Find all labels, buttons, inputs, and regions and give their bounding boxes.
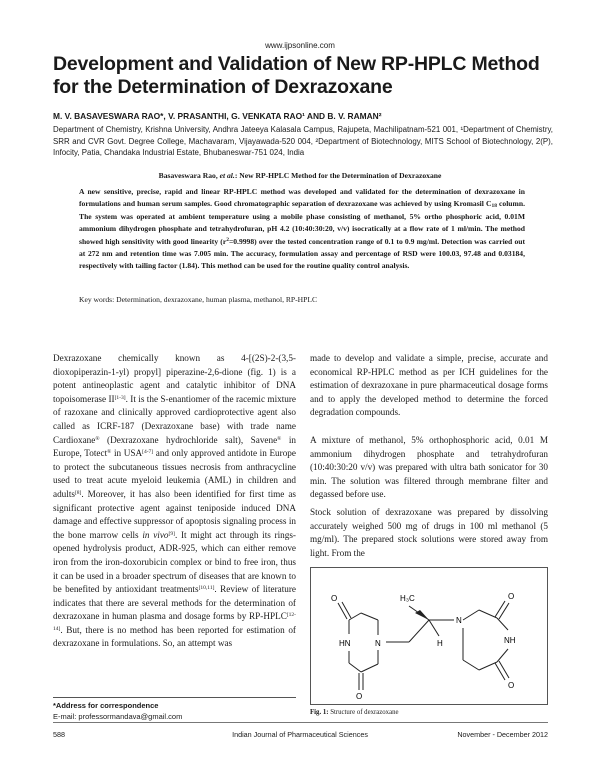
registered-mark: ® (107, 449, 112, 456)
body-text: . It might act through its rings-opened hydrolysis product, ADR-925, which can either remove iron from the iron-doxorubicin complex or bind to free iron, thus it can be used in a broader spectrum of diseases that are known to be benefited by antioxidant treatments (53, 529, 296, 595)
body-text: . But, there is no method has been reported for estimation of dexrazoxane in formulations. So, an attempt was (53, 624, 296, 649)
affiliations: Department of Chemistry, Krishna University, Andhra Jateeya Kalasala Campus, Rajupeta, Machilipatnam-521 001, ¹Department of Chemistry, SRR and CVR Govt. Degree College, Machavaram, Vijayawada-520 004, ²Department of Biotechnology, MITS School of Biotechnology, 2(P), Infocity, Patia, Chandaka Industrial Estate, Bhubaneswar-751 024, India (53, 125, 553, 157)
atom-label-o: O (331, 594, 338, 603)
atom-label-ch3: H₃C (400, 594, 415, 603)
registered-mark: ® (277, 435, 282, 442)
running-head-title: : New RP-HPLC Method for the Determination of Dexrazoxane (234, 171, 442, 180)
body-text: and only approved antidote in Europe to protect the subcutaneous tissues necrosis from anthracycline used to treat acute myeloid leukemia (AML) in children and adults (53, 448, 296, 499)
running-head-authors: Basaveswara Rao, (158, 171, 218, 180)
citation: [10,11] (198, 585, 215, 592)
atom-label-o: O (356, 692, 363, 701)
citation: [9] (168, 530, 175, 537)
abstract-part-3: =0.9998) over the tested concentration range of 0.1 to 0.9 mg/ml. Detection was carried out at 272 nm and retention time was 7.005 min. The accuracy, formulation assay and percentage of RSD were 100.03, 97.48 and 0.03184, respectively with tailing factor (1.84). This method can be used for the routine quality control analysis. (79, 236, 525, 271)
registered-mark: ® (95, 435, 100, 442)
citation: [1-3] (114, 394, 126, 401)
body-text: . Review of literature indicates that there are several methods for the determination of dexrazoxane in human plasma and dosage forms by RP-HPLC (53, 584, 297, 622)
body-text: in Europe, Totect (53, 434, 296, 459)
atom-label-o: O (508, 681, 515, 690)
issue-date: November - December 2012 (457, 730, 548, 739)
figure-1-box (310, 567, 548, 705)
abstract (79, 186, 525, 273)
running-head-etal: et al. (219, 171, 235, 180)
abstract-part-1: A new sensitive, precise, rapid and linear RP-HPLC method was developed and validated for the determination of dexrazoxane in formulations and human serum samples. Good chromatographic separation of dexrazoxane was achieved by using Kromasil C (79, 187, 525, 209)
figure-caption-text: Structure of dexrazoxane (328, 709, 399, 716)
citation: [4-7] (142, 449, 154, 456)
body-text: . Moreover, it has also been identified for first time as significant protective agent against teniposide induced DNA damage and effective suppressor of apoptosis signaling process in the bone marrow cells (53, 488, 296, 540)
body-text: . It is the S-enantiomer of the racemic mixture of razoxane and clinically approved cardioprotective agent also called as ICRF-187 (Dexrazoxane base) with trade name Cardioxane (53, 393, 296, 445)
keywords: Key words: Determination, dexrazoxane, human plasma, methanol, RP-HPLC (79, 295, 318, 304)
correspondence-label: *Address for correspondence (53, 701, 159, 710)
body-right-paragraph-2: A mixture of methanol, 5% orthophosphoric acid, 0.01 M ammonium dihydrogen phosphate and tetrahydrofuran (10:40:30:20 v/v) was prepared with ultra bath sonicator for 30 min. The solution was filtered through membrane filter and degassed before use. (310, 435, 548, 500)
atom-label-n: N (375, 639, 381, 648)
abstract-part-2: column. The system was operated at ambient temperature using a mobile phase consisting of methanol, 5% ortho phosphoric acid, 0.01M ammonium dihydrogen phosphate and tetrahydrofuran, pH 4.2 (10:40:30:20, v/v) isocratically at a flow rate of 1 ml/min. The method showed high sensitivity with good linearity (r (79, 199, 525, 246)
page-number: 588 (53, 730, 65, 739)
citation: [8] (74, 489, 82, 496)
body-right-paragraph-3: Stock solution of dexrazoxane was prepared by dissolving accurately weighed 500 mg of drugs in 100 ml methanol (5 mg/ml). The prepared stock solutions were stored away from light. From the (310, 507, 548, 558)
dexrazoxane-structure (311, 568, 547, 704)
abstract-subscript: 18 (491, 203, 497, 210)
figure-caption-label: Fig. 1: (310, 709, 329, 716)
atom-label-h: H (437, 639, 443, 648)
journal-name: Indian Journal of Pharmaceutical Sciences (232, 730, 368, 739)
atom-label-nh: NH (504, 636, 516, 645)
correspondence-email: E-mail: professormandava@gmail.com (53, 711, 183, 721)
figure-1-caption (310, 709, 399, 716)
author-list: M. V. BASAVESWARA RAO*, V. PRASANTHI, G. VENKATA RAO¹ AND B. V. RAMAN² (53, 111, 382, 121)
correspondence (53, 701, 296, 722)
journal-url: www.ijpsonline.com (265, 41, 335, 50)
italic-term: in vivo (142, 529, 169, 540)
body-text: (Dexrazoxane hydrochloride salt), Savene (99, 434, 278, 445)
footer-divider (53, 722, 548, 723)
running-head (0, 171, 600, 180)
body-text: Dexrazoxane chemically known as 4-[(2S)-2-(3,5-dioxopiperazin-1-yl) propyl] piperazine-2,6-dione (fig. 1) is a potent antineoplastic agent and catalytic inhibitor of DNA topoisomerase II (53, 353, 296, 404)
correspondence-divider (53, 697, 296, 698)
atom-label-hn: HN (339, 639, 351, 648)
atom-label-n: N (456, 616, 462, 625)
citation: [12-14] (53, 612, 296, 632)
article-title: Development and Validation of New RP-HPLC Method for the Determination of Dexrazoxane (53, 53, 540, 98)
abstract-superscript: 2 (226, 236, 229, 243)
body-text: in USA (111, 448, 143, 459)
atom-label-o: O (508, 592, 515, 601)
body-right-paragraph-1: made to develop and validate a simple, precise, accurate and economical RP-HPLC method as per ICH guidelines for the estimation of dexrazoxane in pure pharmaceutical dosage forms and to apply the developed method to determine the forced degradation compounds. (310, 353, 548, 418)
body-left-column (53, 352, 296, 651)
